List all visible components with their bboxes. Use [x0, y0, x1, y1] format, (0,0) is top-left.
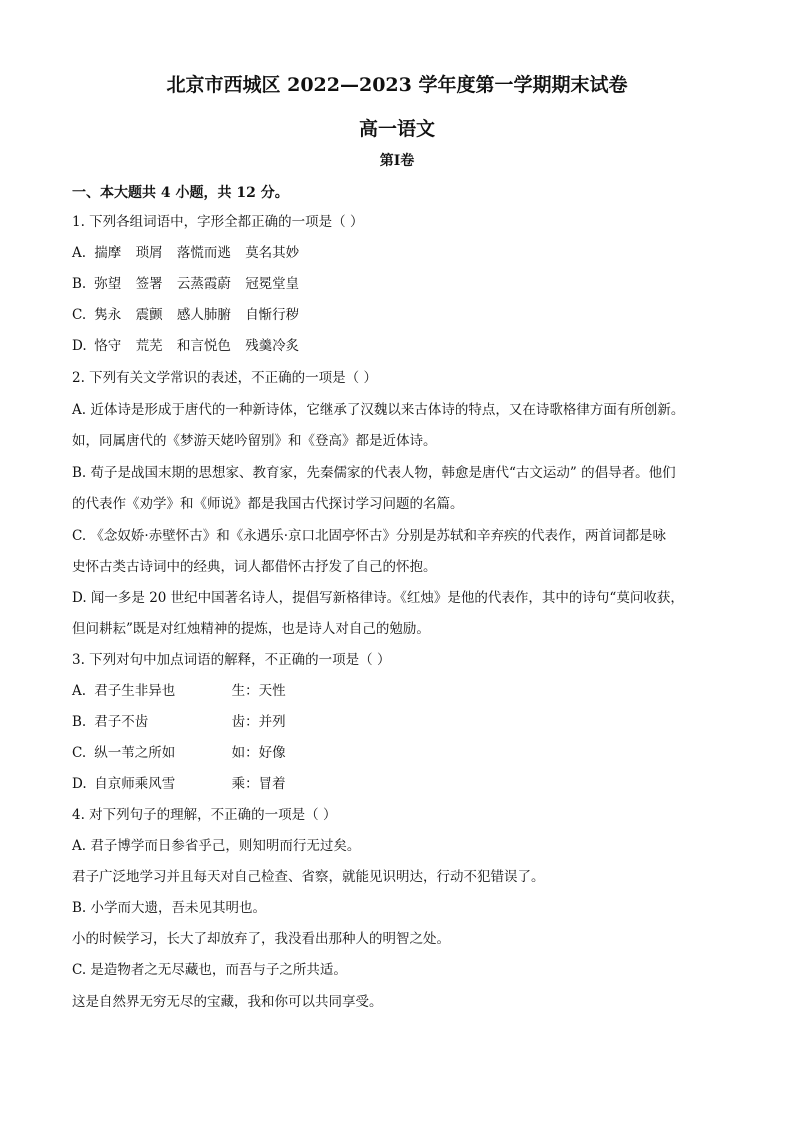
word: 冠冕堂皇: [245, 276, 300, 292]
q4-stem: 4. 对下列句子的理解，不正确的一项是（ ）: [72, 807, 337, 823]
q2-option-b-line2: 的代表作《劝学》和《师说》都是我国古代探讨学习问题的名篇。: [72, 496, 464, 512]
q1-option-c: [72, 306, 299, 324]
word: 揣摩: [94, 245, 122, 261]
q3-option-a: [72, 682, 286, 700]
word: 震颤: [135, 307, 163, 323]
q4-option-a-translation: 君子广泛地学习并且每天对自己检查、省察，就能见识明达，行动不犯错误了。: [72, 869, 545, 885]
option-label: A.: [72, 683, 87, 699]
word: 弥望: [94, 276, 122, 292]
word: 云蒸霞蔚: [176, 276, 231, 292]
q1-option-a: [72, 244, 299, 262]
q4-option-c-sentence: C. 是造物者之无尽藏也，而吾与子之所共适。: [72, 962, 347, 978]
option-label: D.: [72, 338, 87, 354]
option-sentence: 纵一苇之所如: [94, 745, 176, 761]
section-heading: 一、本大题共 4 小题，共 12 分。: [72, 185, 289, 201]
option-gloss: 如：好像: [231, 745, 286, 761]
option-sentence: 自京师乘风雪: [94, 776, 176, 792]
option-label: C.: [72, 307, 87, 323]
q2-stem: 2. 下列有关文学常识的表述，不正确的一项是（ ）: [72, 370, 377, 386]
exam-volume: 第I卷: [379, 153, 415, 169]
word: 琐屑: [135, 245, 163, 261]
q1-option-d: [72, 337, 299, 355]
option-gloss: 齿：并列: [231, 714, 286, 730]
q3-stem: 3. 下列对句中加点词语的解释，不正确的一项是（ ）: [72, 652, 391, 668]
word: 隽永: [94, 307, 122, 323]
word: 荒芜: [135, 338, 163, 354]
option-label: D.: [72, 776, 87, 792]
q3-option-c: [72, 744, 286, 762]
q1-option-b: [72, 275, 299, 293]
q4-option-b-translation: 小的时候学习，长大了却放弃了，我没看出那种人的明智之处。: [72, 931, 450, 947]
exam-subject: 高一语文: [358, 118, 435, 140]
option-gloss: 乘：冒着: [231, 776, 286, 792]
q2-option-d-line2: 但问耕耘”既是对红烛精神的提炼，也是诗人对自己的勉励。: [72, 621, 430, 637]
q2-option-a-line2: 如，同属唐代的《梦游天姥吟留别》和《登高》都是近体诗。: [72, 433, 437, 449]
option-label: A.: [72, 245, 87, 261]
word: 落慌而逃: [176, 245, 231, 261]
option-label: C.: [72, 745, 87, 761]
q3-option-b: [72, 713, 286, 731]
option-sentence: 君子不齿: [94, 714, 149, 730]
exam-title: 北京市西城区 2022—2023 学年度第一学期期末试卷: [166, 74, 628, 96]
q2-option-b-line1: B. 荀子是战国末期的思想家、教育家，先秦儒家的代表人物，韩愈是唐代“古文运动” 的倡导者。他们: [72, 465, 676, 481]
q4-option-b-sentence: B. 小学而大遗，吾未见其明也。: [72, 900, 267, 916]
word: 莫名其妙: [245, 245, 300, 261]
option-label: B.: [72, 276, 87, 292]
option-label: B.: [72, 714, 87, 730]
q4-option-c-translation: 这是自然界无穷无尽的宝藏，我和你可以共同享受。: [72, 994, 383, 1010]
q1-stem: 1. 下列各组词语中，字形全都正确的一项是（ ）: [72, 214, 364, 230]
q2-option-d-line1: D. 闻一多是 20 世纪中国著名诗人，提倡写新格律诗。《红烛》是他的代表作，其中的诗句“莫问收获，: [72, 590, 684, 606]
word: 恪守: [94, 338, 122, 354]
word: 和言悦色: [176, 338, 231, 354]
q4-option-a-sentence: A. 君子博学而日参省乎己，则知明而行无过矣。: [72, 838, 361, 854]
word: 感人肺腑: [176, 307, 231, 323]
word: 自惭行秽: [245, 307, 300, 323]
q3-option-d: [72, 775, 286, 793]
word: 残羹冷炙: [245, 338, 300, 354]
q2-option-c-line1: C. 《念奴娇·赤壁怀古》和《永遇乐·京口北固亭怀古》分别是苏轼和辛弃疾的代表作，两首词都是咏: [72, 528, 667, 544]
option-sentence: 君子生非异也: [94, 683, 176, 699]
q2-option-c-line2: 史怀古类古诗词中的经典，词人都借怀古抒发了自己的怀抱。: [72, 559, 437, 575]
q2-option-a-line1: A. 近体诗是形成于唐代的一种新诗体，它继承了汉魏以来古体诗的特点，又在诗歌格律方面有所创新。: [72, 402, 685, 418]
word: 签署: [135, 276, 163, 292]
option-gloss: 生：天性: [231, 683, 286, 699]
